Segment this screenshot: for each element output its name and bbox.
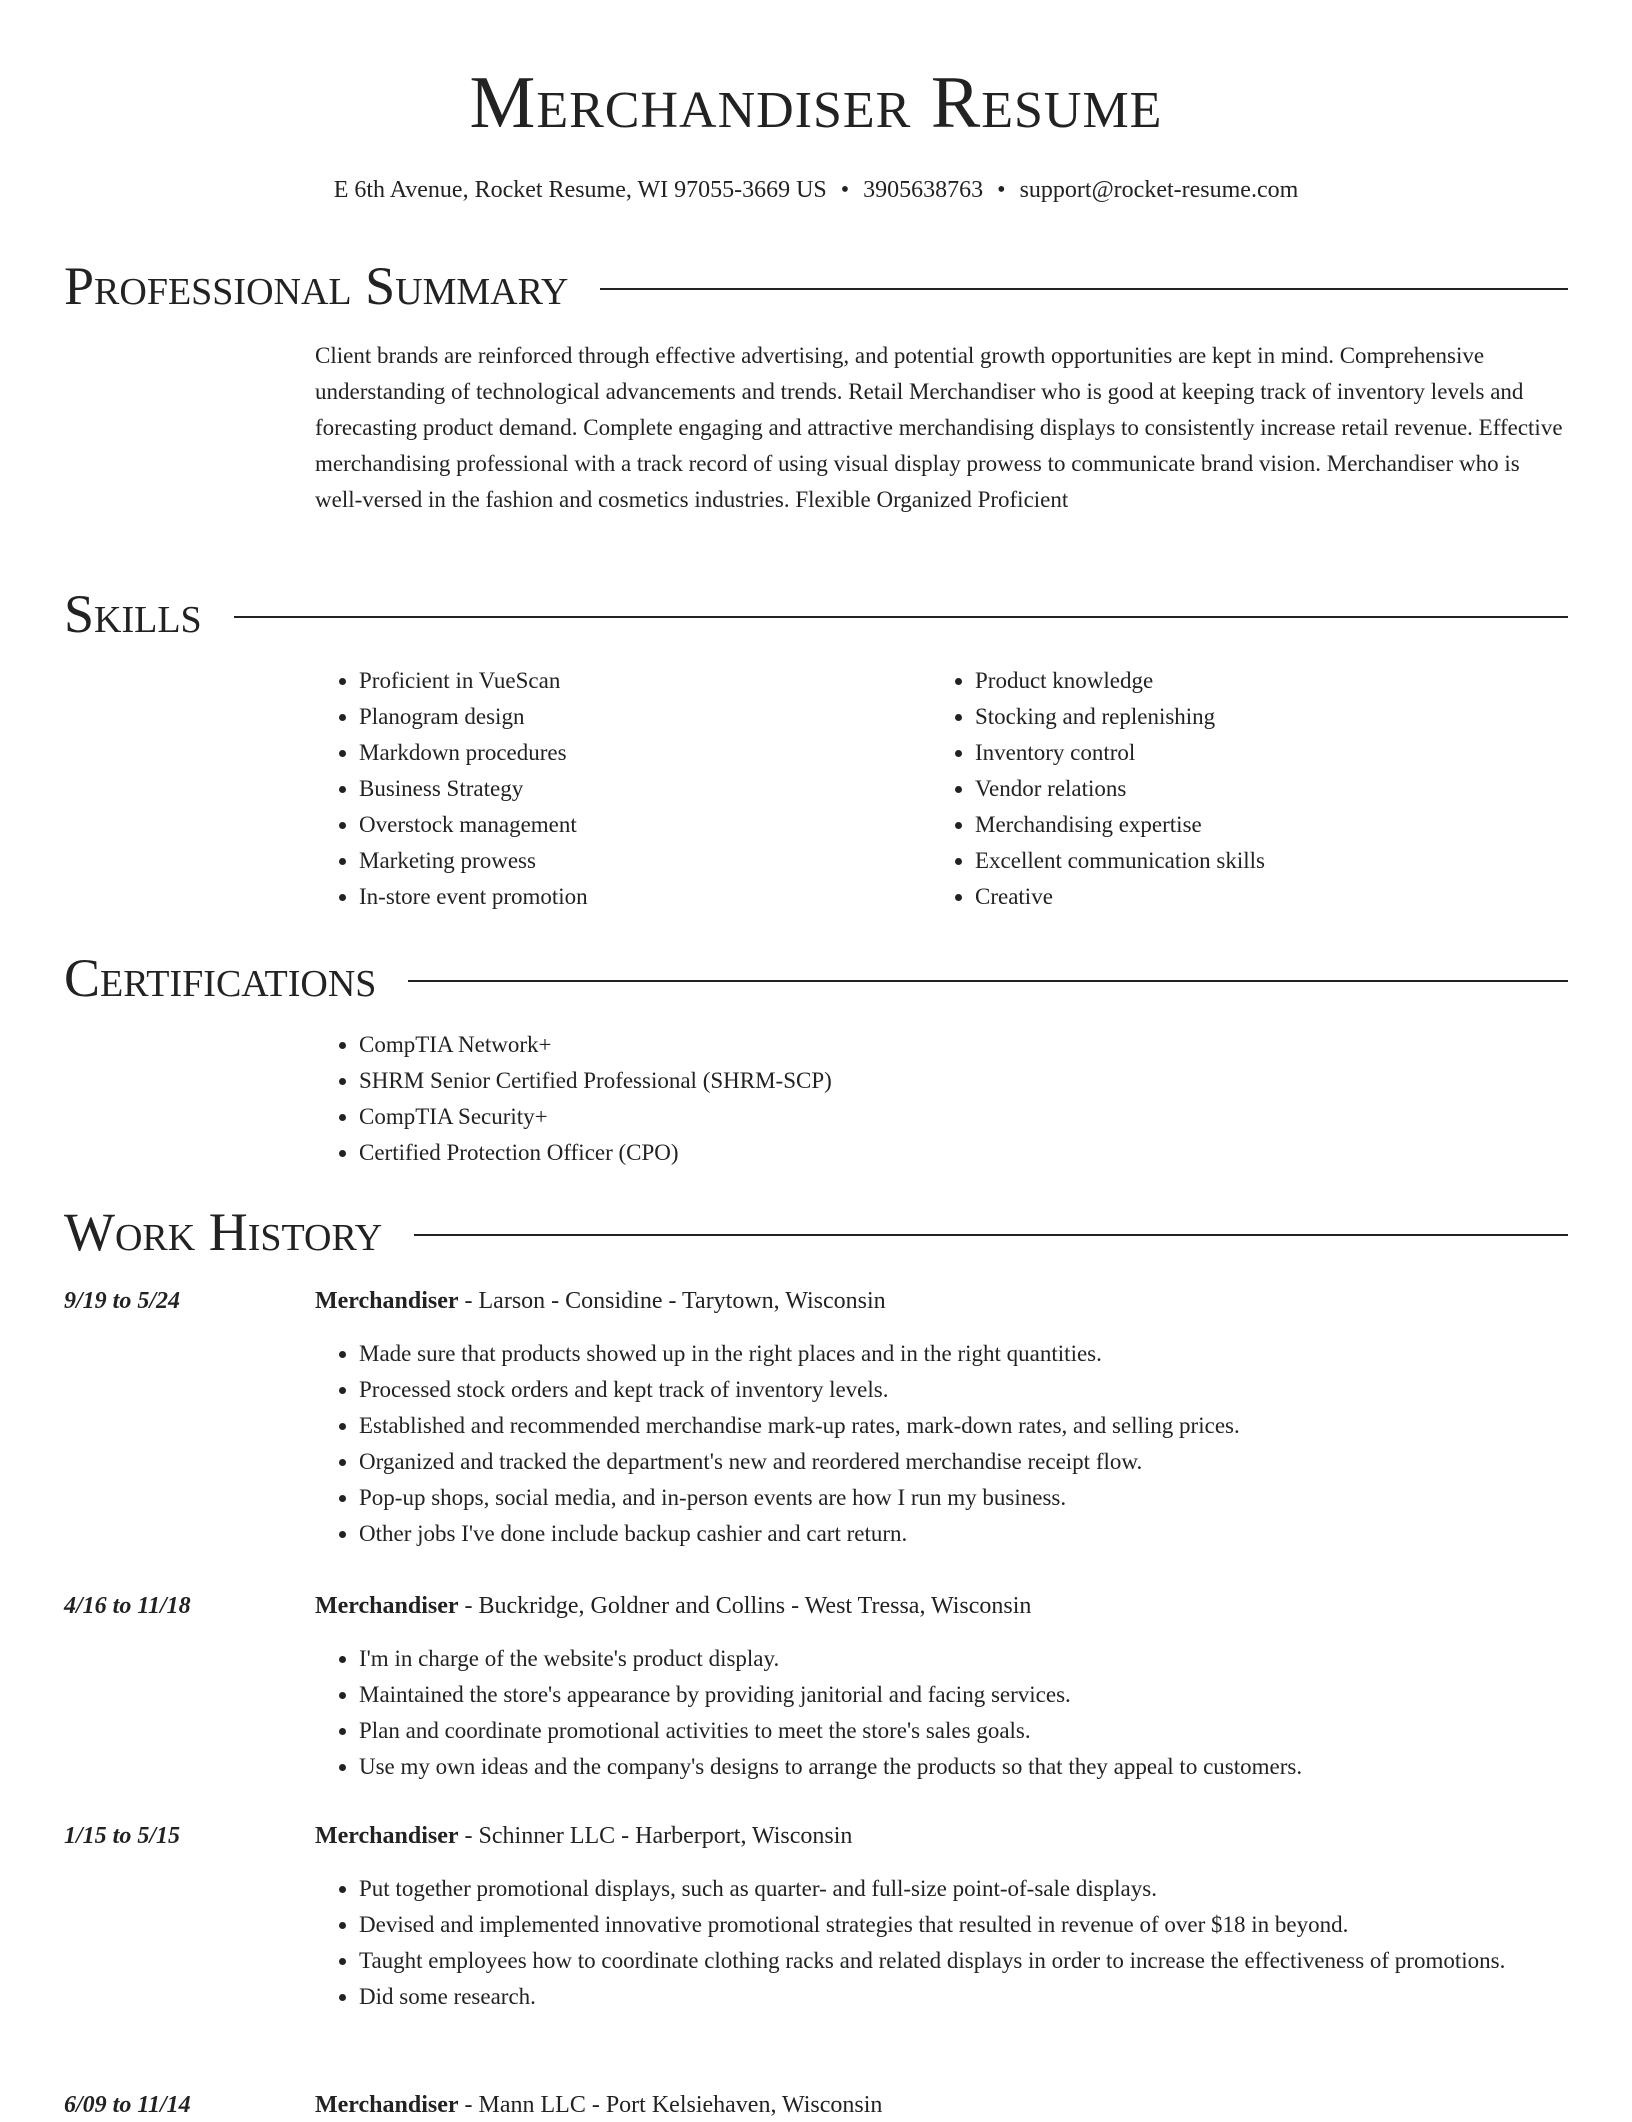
job-role: Merchandiser (315, 1823, 459, 1849)
skill-item: • Planogram design (359, 699, 959, 735)
skill-item: • Product knowledge (975, 663, 1575, 699)
skills-list-right (931, 663, 1575, 915)
skill-item: • Creative (975, 879, 1575, 915)
section-divider (408, 980, 1568, 982)
job-heading (315, 1284, 886, 1318)
job-bullet: • Use my own ideas and the company's designs to arrange the products so that they appeal to customers. (359, 1749, 1612, 1785)
skill-item: • Excellent communication skills (975, 843, 1575, 879)
skill-item: • Marketing prowess (359, 843, 959, 879)
skill-item: • Business Strategy (359, 771, 959, 807)
job-dates: 6/09 to 11/14 (64, 2092, 191, 2118)
job-bullet: • Did some research. (359, 1979, 1612, 2015)
certifications-list (315, 1027, 1612, 1171)
skill-item: • Proficient in VueScan (359, 663, 959, 699)
resume-name: Merchandiser Resume (469, 62, 1163, 144)
skill-item: • Merchandising expertise (975, 807, 1575, 843)
skills-section-header (64, 582, 1568, 646)
contact-separator: • (997, 177, 1006, 203)
certifications-title: Certifications (64, 948, 377, 1008)
job-employer: - Larson - Considine - Tarytown, Wisconsin (458, 1288, 886, 1314)
job-dates: 9/19 to 5/24 (64, 1288, 181, 1314)
job-bullet: • Made sure that products showed up in the right places and in the right quantities. (359, 1336, 1612, 1372)
job-dates: 4/16 to 11/18 (64, 1593, 191, 1619)
summary-text: Client brands are reinforced through effective advertising, and potential growth opportunities are kept in mind. Comprehensive understanding of technological advancements and trends. Retail Merchandiser who is good at keeping track of inventory levels and forecasting product demand. Complete engaging and attractive merchandising displays to consistently increase retail revenue. Effective merchandising professional with a track record of using visual display prowess to communicate brand vision. Merchandiser who is well-versed in the fashion and cosmetics industries. Flexible Organized Proficient (315, 343, 1563, 512)
contact-phone: 3905638763 (863, 177, 984, 203)
section-divider (234, 616, 1568, 618)
job-employer: - Buckridge, Goldner and Collins - West Tressa, Wisconsin (458, 1593, 1032, 1619)
skill-item: • Markdown procedures (359, 735, 959, 771)
job-bullet: • Pop-up shops, social media, and in-person events are how I run my business. (359, 1480, 1612, 1516)
job-bullet: • Taught employees how to coordinate clothing racks and related displays in order to increase the effectiveness of promotions. (359, 1943, 1612, 1979)
job-heading (315, 1589, 1031, 1623)
work-history-section-header (64, 1200, 1568, 1264)
job-bullet: • Organized and tracked the department's new and reordered merchandise receipt flow. (359, 1444, 1612, 1480)
skill-item: • Inventory control (975, 735, 1575, 771)
section-divider (414, 1234, 1568, 1236)
contact-separator: • (840, 177, 850, 203)
skill-item: • Overstock management (359, 807, 959, 843)
job-bullet: • Maintained the store's appearance by providing janitorial and facing services. (359, 1677, 1612, 1713)
contact-line (0, 174, 1632, 206)
job-bullet: • Processed stock orders and kept track of inventory levels. (359, 1372, 1612, 1408)
job-role: Merchandiser (315, 1288, 459, 1314)
contact-address: E 6th Avenue, Rocket Resume, WI 97055-3669 US (333, 177, 827, 203)
summary-title: Professional Summary (64, 256, 569, 316)
certification-item: • CompTIA Security+ (359, 1099, 1612, 1135)
contact-email: support@rocket-resume.com (1019, 177, 1299, 203)
certifications-section-header (64, 946, 1568, 1010)
job-bullet: • Put together promotional displays, such as quarter- and full-size point-of-sale displays. (359, 1871, 1612, 1907)
job-employer: - Mann LLC - Port Kelsiehaven, Wisconsin (458, 2092, 883, 2118)
skills-list-left (315, 663, 959, 915)
job-heading (315, 2088, 882, 2122)
job-bullet: • Devised and implemented innovative promotional strategies that resulted in revenue of over $18 in beyond. (359, 1907, 1612, 1943)
certification-item: • CompTIA Network+ (359, 1027, 1612, 1063)
work-history-title: Work History (64, 1202, 383, 1262)
certification-item: • SHRM Senior Certified Professional (SHRM-SCP) (359, 1063, 1612, 1099)
job-employer: - Schinner LLC - Harberport, Wisconsin (458, 1823, 853, 1849)
job-bullets (315, 1641, 1612, 1785)
job-role: Merchandiser (315, 1593, 459, 1619)
skill-item: • Stocking and replenishing (975, 699, 1575, 735)
job-bullet: • Plan and coordinate promotional activities to meet the store's sales goals. (359, 1713, 1612, 1749)
certification-item: • Certified Protection Officer (CPO) (359, 1135, 1612, 1171)
summary-section-header (64, 254, 1568, 318)
job-dates: 1/15 to 5/15 (64, 1823, 181, 1849)
job-bullets (315, 1336, 1612, 1552)
job-role: Merchandiser (315, 2092, 459, 2118)
section-divider (600, 288, 1568, 290)
job-bullet: • I'm in charge of the website's product display. (359, 1641, 1612, 1677)
job-bullet: • Established and recommended merchandise mark-up rates, mark-down rates, and selling prices. (359, 1408, 1612, 1444)
skills-title: Skills (64, 584, 202, 644)
skill-item: • Vendor relations (975, 771, 1575, 807)
skill-item: • In-store event promotion (359, 879, 959, 915)
job-bullet: • Other jobs I've done include backup cashier and cart return. (359, 1516, 1612, 1552)
job-bullets (315, 1871, 1612, 2015)
job-heading (315, 1819, 852, 1853)
